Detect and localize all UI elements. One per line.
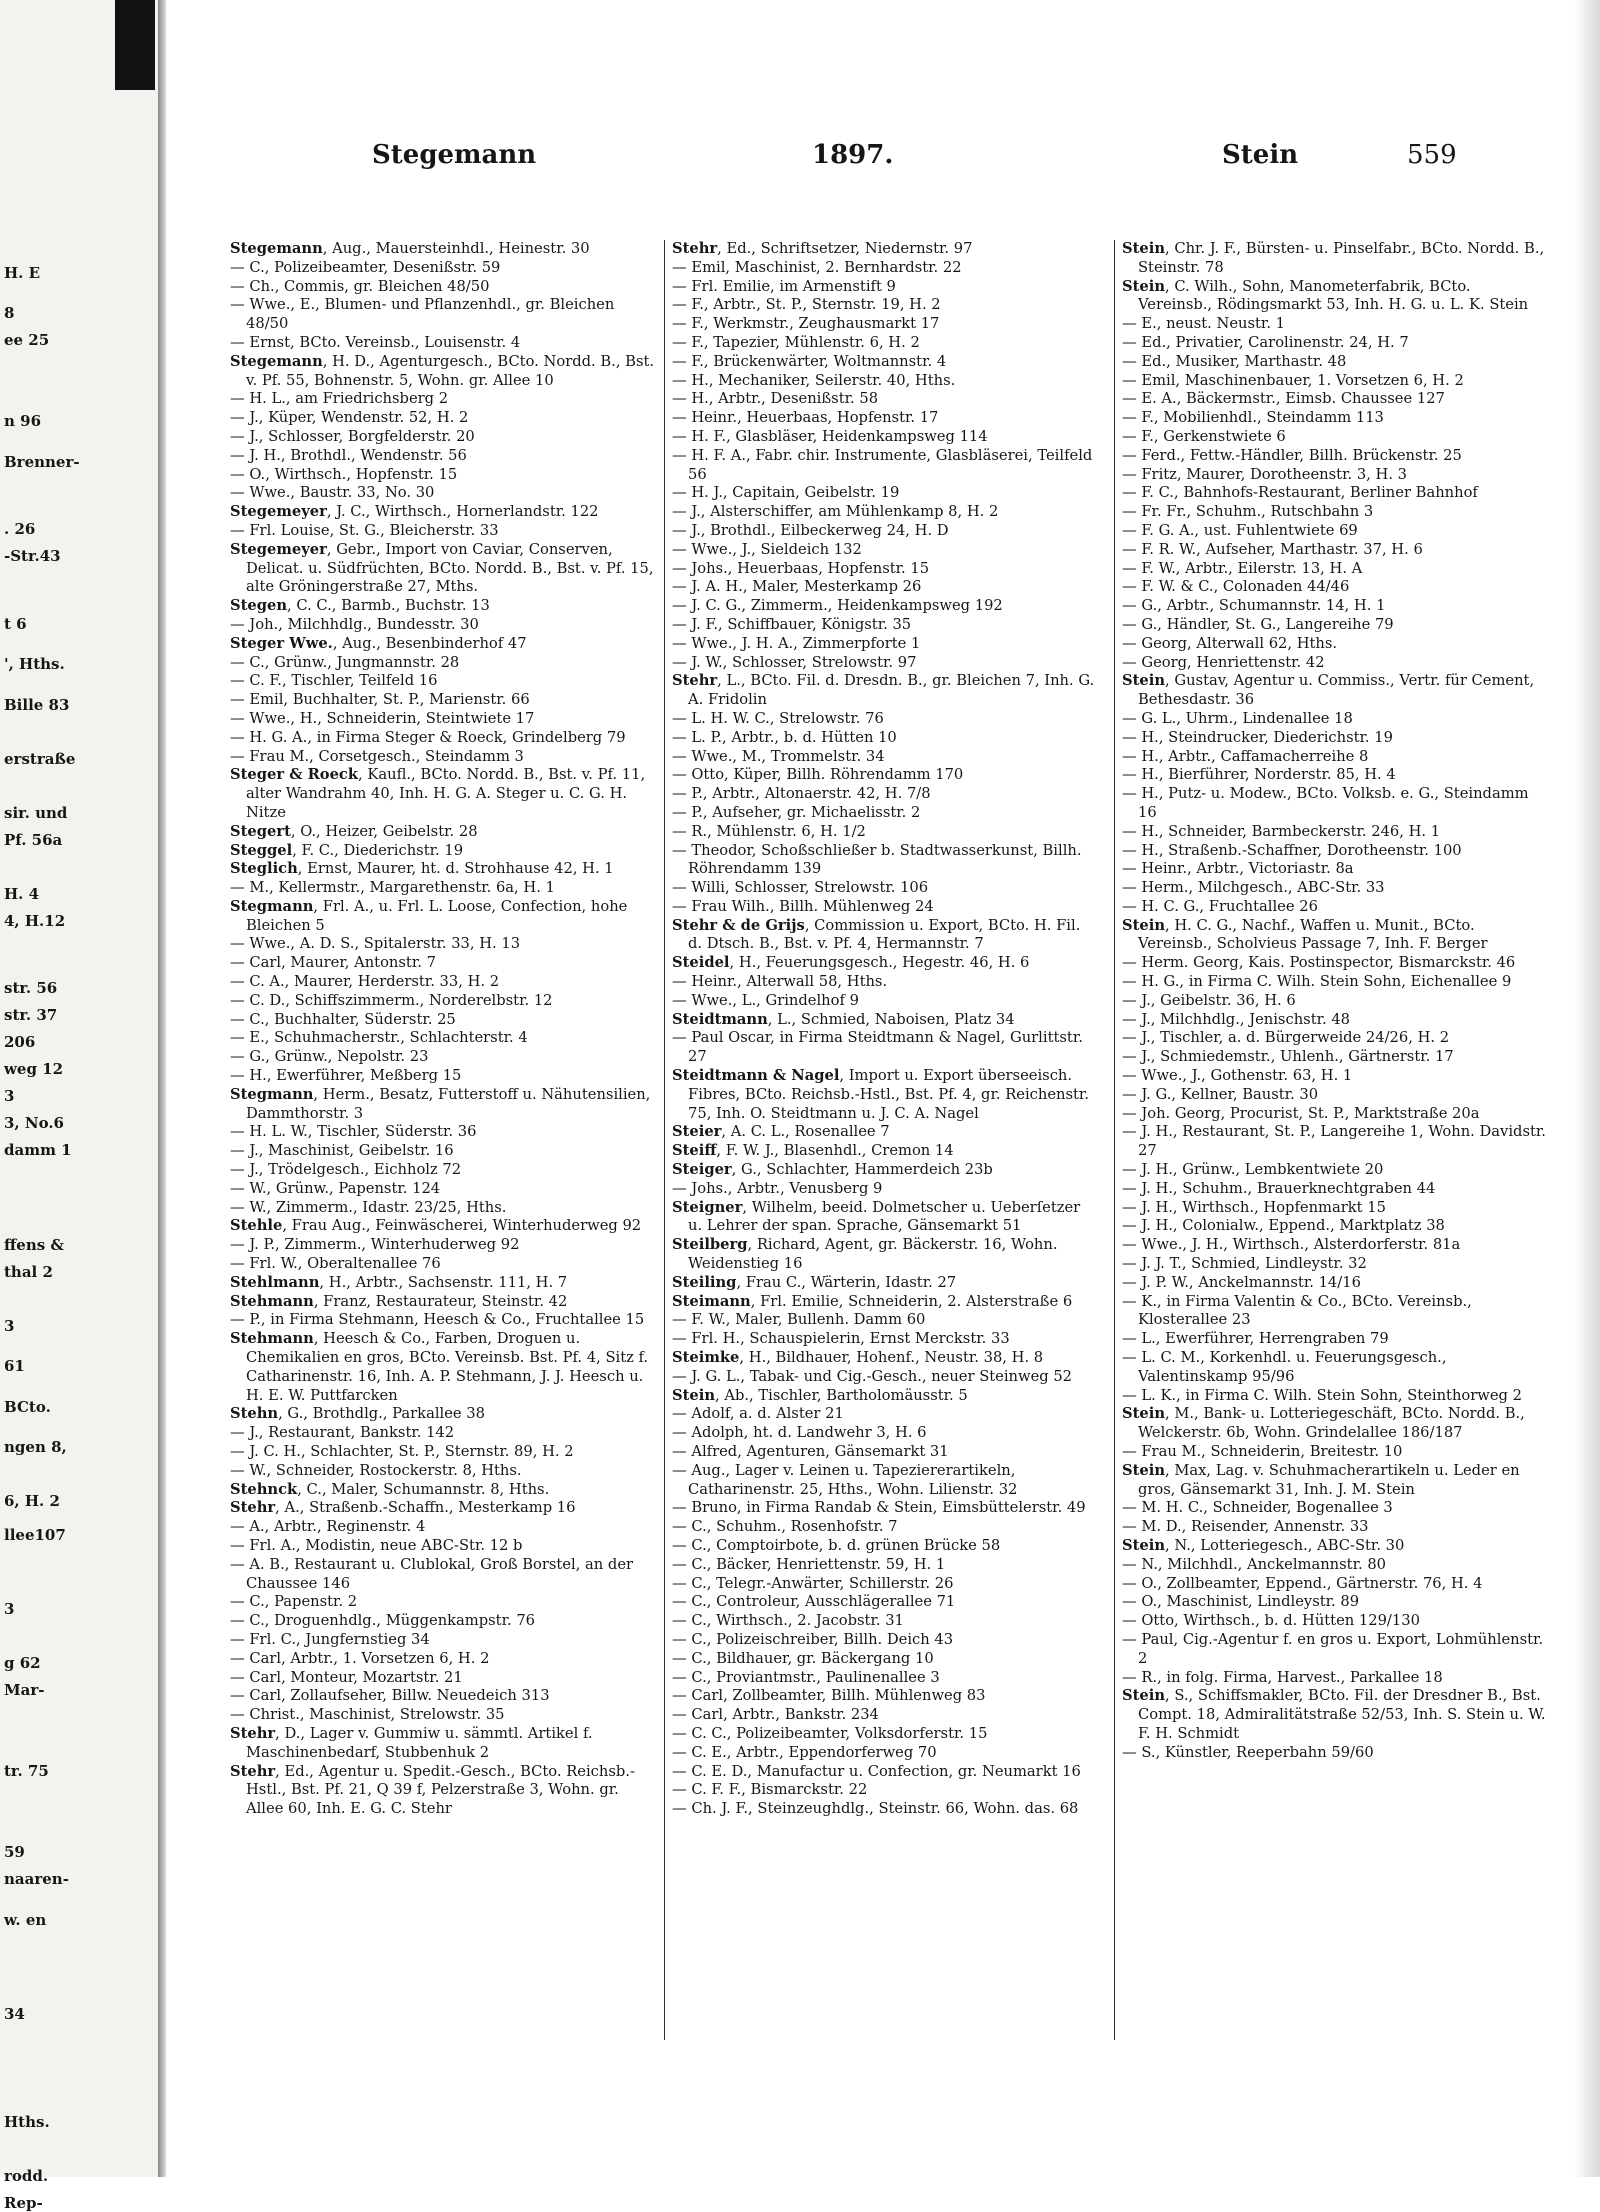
- directory-entry: — N., Milchhdl., Anckelmannstr. 80: [1122, 1555, 1387, 1573]
- directory-entry: — Ch. J. F., Steinzeughdlg., Steinstr. 66, Wohn. das. 68: [672, 1800, 1079, 1818]
- page-fragment: thal 2: [4, 1262, 53, 1281]
- header-year: 1897.: [812, 140, 894, 170]
- directory-entry: — Joh. Georg, Procurist, St. P., Marktstraße 20a: [1122, 1104, 1480, 1122]
- page-fragment: 8: [4, 304, 15, 322]
- directory-entry: — O., Maschinist, Lindleystr. 89: [1122, 1593, 1360, 1611]
- directory-entry: — Christ., Maschinist, Strelowstr. 35: [230, 1706, 505, 1724]
- directory-entry: — Johs., Arbtr., Venusberg 9: [672, 1179, 883, 1197]
- directory-entry: — G., Händler, St. G., Langereihe 79: [1122, 615, 1394, 633]
- page-fragment: sir. und: [4, 803, 68, 822]
- directory-entry: — H., Putz- u. Modew., BCto. Volksb. e. G., Steindamm 16: [1122, 785, 1529, 821]
- directory-entry: — F. W., Arbtr., Eilerstr. 13, H. A: [1122, 559, 1363, 577]
- directory-entry: Stehr, A., Straßenb.-Schaffn., Mesterkamp 16: [230, 1499, 576, 1517]
- directory-entry: — C. C., Polizeibeamter, Volksdorferstr. 15: [672, 1724, 988, 1742]
- page-fragment: damm 1: [4, 1141, 72, 1159]
- directory-entry: Stegmann, Herm., Besatz, Futterstoff u. Nähutensilien, Dammthorstr. 3: [230, 1085, 651, 1122]
- directory-entry: — C., Polizeischreiber, Billh. Deich 43: [672, 1630, 954, 1648]
- page-fragment: n 96: [4, 412, 42, 430]
- directory-entry: — C., Controleur, Ausschlägerallee 71: [672, 1593, 956, 1611]
- directory-entry: — H. F. A., Fabr. chir. Instrumente, Glasbläserei, Teilfeld 56: [672, 446, 1093, 483]
- directory-entry: Stein, C. Wilh., Sohn, Manometerfabrik, BCto. Vereinsb., Rödingsmarkt 53, Inh. H. G. u. L. K. Stein: [1122, 277, 1529, 314]
- header-left-word: Stegemann: [372, 140, 537, 170]
- page-fragment: Hths.: [4, 2113, 50, 2131]
- directory-entry: — O., Zollbeamter, Eppend., Gärtnerstr. 76, H. 4: [1122, 1574, 1483, 1592]
- directory-entry: — Wwe., J. H. A., Zimmerpforte 1: [672, 634, 921, 652]
- page-fragment: Brenner-: [4, 452, 80, 471]
- page-fragment: Pf. 56a: [4, 830, 63, 849]
- page-fragment: 3, No.6: [4, 1114, 64, 1132]
- directory-entry: — C., Bildhauer, gr. Bäckergang 10: [672, 1649, 934, 1667]
- page-fragment: 206: [4, 1033, 36, 1051]
- directory-entry: — C., Schuhm., Rosenhofstr. 7: [672, 1518, 898, 1536]
- directory-entry: — F., Mobilienhdl., Steindamm 113: [1122, 409, 1384, 427]
- directory-entry: Stein, H. C. G., Nachf., Waffen u. Munit., BCto. Vereinsb., Scholvieus Passage 7, Inh. F. Berger: [1122, 916, 1488, 953]
- directory-entry: — Frau M., Schneiderin, Breitestr. 10: [1122, 1443, 1403, 1460]
- directory-entry: — C., Comptoirbote, b. d. grünen Brücke 58: [672, 1536, 1001, 1554]
- directory-entry: — Wwe., A. D. S., Spitalerstr. 33, H. 13: [230, 935, 521, 953]
- directory-entry: — L. P., Arbtr., b. d. Hütten 10: [672, 728, 897, 746]
- directory-entry: — J., Geibelstr. 36, H. 6: [1122, 991, 1296, 1009]
- page-fragment: 3: [4, 1600, 15, 1618]
- column-1: [230, 240, 655, 2040]
- directory-entry: — J., Maschinist, Geibelstr. 16: [230, 1142, 454, 1160]
- directory-entry: — J., Schlosser, Borgfelderstr. 20: [230, 427, 475, 445]
- directory-entry: Stehr & de Grijs, Commission u. Export, BCto. H. Fil. d. Dtsch. B., Bst. v. Pf. 4, Hermannstr. 7: [672, 916, 1081, 953]
- directory-entry: — Herm., Milchgesch., ABC-Str. 33: [1122, 879, 1385, 897]
- page-fragment: erstraße: [4, 749, 76, 768]
- directory-entry: — F., Werkmstr., Zeughausmarkt 17: [672, 315, 940, 333]
- page-fragment: -Str.43: [4, 547, 61, 565]
- directory-entry: — Frau M., Corsetgesch., Steindamm 3: [230, 747, 524, 765]
- directory-entry: — Wwe., J. H., Wirthsch., Alsterdorferstr. 81a: [1122, 1236, 1461, 1254]
- directory-entry: — Ferd., Fettw.-Händler, Billh. Brückenstr. 25: [1122, 446, 1462, 464]
- directory-entry: Stehr, Ed., Agentur u. Spedit.-Gesch., BCto. Reichsb.-Hstl., Bst. Pf. 21, Q 39 f, Pelzerstraße 3, Wohn. gr. Allee 60, Inh. E. G. C. Stehr: [230, 1762, 635, 1818]
- directory-entry: — F., Gerkenstwiete 6: [1122, 427, 1286, 445]
- directory-entry: — C., Wirthsch., 2. Jacobstr. 31: [672, 1612, 904, 1630]
- directory-entry: — Frl. H., Schauspielerin, Ernst Merckstr. 33: [672, 1330, 1010, 1348]
- directory-entry: — Georg, Henriettenstr. 42: [1122, 653, 1325, 671]
- directory-entry: — J. C. H., Schlachter, St. P., Sternstr. 89, H. 2: [230, 1443, 574, 1460]
- page-fragment: ', Hths.: [4, 655, 65, 673]
- book-gutter: [158, 0, 166, 2177]
- directory-entry: — Frl. W., Oberaltenallee 76: [230, 1255, 441, 1273]
- directory-entry: — G., Arbtr., Schumannstr. 14, H. 1: [1122, 597, 1386, 615]
- directory-entry: Stein, M., Bank- u. Lotteriegeschäft, BCto. Nordd. B., Welckerstr. 6b, Wohn. Grindelallee 186/187: [1122, 1405, 1525, 1442]
- directory-entry: — J., Küper, Wendenstr. 52, H. 2: [230, 409, 469, 427]
- directory-entry: — P., Arbtr., Altonaerstr. 42, H. 7/8: [672, 785, 931, 803]
- directory-entry: — M. D., Reisender, Annenstr. 33: [1122, 1518, 1369, 1536]
- page-fragment: BCto.: [4, 1397, 51, 1416]
- directory-entry: — R., Mühlenstr. 6, H. 1/2: [672, 822, 866, 840]
- directory-entry: — H. F., Glasbläser, Heidenkampsweg 114: [672, 427, 988, 445]
- page-fragment: 6, H. 2: [4, 1492, 60, 1510]
- directory-entry: — H., Arbtr., Caffamacherreihe 8: [1122, 747, 1369, 765]
- directory-entry: — Willi, Schlosser, Strelowstr. 106: [672, 879, 929, 897]
- directory-entry: Steidel, H., Feuerungsgesch., Hegestr. 46, H. 6: [672, 954, 1030, 972]
- directory-entry: — G. L., Uhrm., Lindenallee 18: [1122, 709, 1353, 727]
- directory-entry: — E., Schuhmacherstr., Schlachterstr. 4: [230, 1029, 528, 1047]
- page-fragment: ngen 8,: [4, 1438, 67, 1456]
- directory-entry: — M. H. C., Schneider, Bogenallee 3: [1122, 1499, 1393, 1517]
- directory-entry: — Johs., Heuerbaas, Hopfenstr. 15: [672, 559, 930, 577]
- directory-entry: — J. H., Grünw., Lembkentwiete 20: [1122, 1161, 1384, 1179]
- directory-entry: Stehlmann, H., Arbtr., Sachsenstr. 111, H. 7: [230, 1273, 568, 1291]
- directory-entry: Steiling, Frau C., Wärterin, Idastr. 27: [672, 1273, 957, 1291]
- previous-page-edge: [0, 0, 160, 2212]
- directory-entry: — J. P., Zimmerm., Winterhuderweg 92: [230, 1236, 520, 1254]
- directory-entry: — Otto, Wirthsch., b. d. Hütten 129/130: [1122, 1612, 1420, 1630]
- directory-entry: — J., Trödelgesch., Eichholz 72: [230, 1161, 462, 1179]
- directory-entry: — J. G. L., Tabak- und Cig.-Gesch., neuer Steinweg 52: [672, 1367, 1073, 1385]
- page-number: 559: [1407, 140, 1457, 170]
- directory-entry: — Herm. Georg, Kais. Postinspector, Bismarckstr. 46: [1122, 954, 1516, 972]
- directory-entry: — H. G., in Firma C. Wilh. Stein Sohn, Eichenallee 9: [1122, 973, 1512, 991]
- directory-entry: — J., Alsterschiffer, am Mühlenkamp 8, H. 2: [672, 503, 999, 521]
- directory-entry: — Frl. A., Modistin, neue ABC-Str. 12 b: [230, 1536, 523, 1554]
- page-fragment: llee107: [4, 1525, 66, 1544]
- directory-entry: Steiff, F. W. J., Blasenhdl., Cremon 14: [672, 1142, 954, 1160]
- page-fragment: ffens &: [4, 1235, 64, 1254]
- directory-entry: — Emil, Maschinenbauer, 1. Vorsetzen 6, H. 2: [1122, 371, 1464, 389]
- header-right-word: Stein: [1222, 140, 1299, 170]
- directory-entry: — J. H., Colonialw., Eppend., Marktplatz 38: [1122, 1217, 1445, 1235]
- column-3: [1122, 240, 1547, 2040]
- directory-entry: — H., Arbtr., Desenißstr. 58: [672, 390, 879, 408]
- directory-entry: — A., Arbtr., Reginenstr. 4: [230, 1518, 426, 1536]
- page-fragment: 3: [4, 1316, 15, 1335]
- directory-entry: Stehr, D., Lager v. Gummiw u. sämmtl. Artikel f. Maschinenbedarf, Stubbenhuk 2: [230, 1724, 593, 1761]
- page-fragment: H. 4: [4, 884, 40, 903]
- directory-entry: — Aug., Lager v. Leinen u. Tapeziererartikeln, Catharinenstr. 25, Hths., Wohn. Lilienstr. 32: [672, 1461, 1018, 1498]
- directory-entry: — L. H. W. C., Strelowstr. 76: [672, 709, 884, 727]
- page-fragment: tr. 75: [4, 1762, 49, 1780]
- directory-entry: Stehr, L., BCto. Fil. d. Dresdn. B., gr. Bleichen 7, Inh. G. A. Fridolin: [672, 672, 1095, 709]
- directory-entry: Stegmann, Frl. A., u. Frl. L. Loose, Confection, hohe Bleichen 5: [230, 897, 628, 934]
- directory-entry: — Alfred, Agenturen, Gänsemarkt 31: [672, 1443, 949, 1460]
- directory-entry: — J. A. H., Maler, Mesterkamp 26: [672, 578, 922, 596]
- directory-entry: — H., Bierführer, Norderstr. 85, H. 4: [1122, 766, 1396, 784]
- page-fragment: Bille 83: [4, 695, 70, 714]
- directory-entry: — F. C., Bahnhofs-Restaurant, Berliner Bahnhof: [1122, 484, 1478, 502]
- directory-entry: — Fritz, Maurer, Dorotheenstr. 3, H. 3: [1122, 465, 1407, 483]
- directory-entry: — Otto, Küper, Billh. Röhrendamm 170: [672, 766, 964, 784]
- directory-entry: — J., Schmiedemstr., Uhlenh., Gärtnerstr. 17: [1122, 1048, 1454, 1066]
- directory-entry: Steimann, Frl. Emilie, Schneiderin, 2. Alsterstraße 6: [672, 1292, 1073, 1310]
- directory-entry: — C., Papenstr. 2: [230, 1593, 358, 1611]
- directory-entry: — L. K., in Firma C. Wilh. Stein Sohn, Steinthorweg 2: [1122, 1386, 1522, 1404]
- directory-entry: — Fr. Fr., Schuhm., Rutschbahn 3: [1122, 503, 1374, 521]
- directory-entry: — S., Künstler, Reeperbahn 59/60: [1122, 1743, 1374, 1761]
- directory-entry: — Carl, Monteur, Mozartstr. 21: [230, 1668, 463, 1686]
- directory-entry: — F. W. & C., Colonaden 44/46: [1122, 578, 1350, 596]
- directory-entry: — J. H., Schuhm., Brauerknechtgraben 44: [1122, 1179, 1436, 1197]
- directory-entry: — Carl, Zollbeamter, Billh. Mühlenweg 83: [672, 1687, 986, 1705]
- directory-entry: — Wwe., H., Schneiderin, Steintwiete 17: [230, 709, 535, 727]
- directory-entry: Stein, S., Schiffsmakler, BCto. Fil. der Dresdner B., Bst. Compt. 18, Admiralitätstraße 52/53, Inh. S. Stein u. W. F. H. Schmidt: [1122, 1687, 1546, 1742]
- page-fragment: 59: [4, 1843, 25, 1861]
- directory-entry: — Adolf, a. d. Alster 21: [672, 1405, 844, 1423]
- directory-entry: — Carl, Maurer, Antonstr. 7: [230, 954, 436, 972]
- page-fragment: Mar-: [4, 1681, 45, 1699]
- directory-entry: — C., Grünw., Jungmannstr. 28: [230, 653, 460, 671]
- directory-entry: — H., Straßenb.-Schaffner, Dorotheenstr. 100: [1122, 841, 1462, 859]
- directory-entry: — J. H., Restaurant, St. P., Langereihe 1, Wohn. Davidstr. 27: [1122, 1123, 1546, 1160]
- directory-entry: Stegemann, H. D., Agenturgesch., BCto. Nordd. B., Bst. v. Pf. 55, Bohnenstr. 5, Wohn. gr. Allee 10: [230, 352, 655, 389]
- directory-entry: — Heinr., Alterwall 58, Hths.: [672, 973, 888, 991]
- directory-entry: — H. J., Capitain, Geibelstr. 19: [672, 484, 900, 502]
- directory-entry: — J. H., Wirthsch., Hopfenmarkt 15: [1122, 1198, 1386, 1216]
- directory-entry: — Wwe., J., Sieldeich 132: [672, 540, 862, 558]
- directory-entry: — L., Ewerführer, Herrengraben 79: [1122, 1330, 1389, 1348]
- directory-entry: — W., Schneider, Rostockerstr. 8, Hths.: [230, 1461, 522, 1479]
- directory-entry: — C. A., Maurer, Herderstr. 33, H. 2: [230, 973, 500, 991]
- page-fragment: Rep-: [4, 2194, 43, 2212]
- directory-entry: Stegemann, Aug., Mauersteinhdl., Heinestr. 30: [230, 240, 590, 257]
- directory-entry: Steimke, H., Bildhauer, Hohenf., Neustr. 38, H. 8: [672, 1349, 1044, 1367]
- directory-entry: — Ed., Musiker, Marthastr. 48: [1122, 352, 1347, 370]
- directory-entry: Stein, Ab., Tischler, Bartholomäusstr. 5: [672, 1386, 968, 1404]
- directory-entry: Steidtmann, L., Schmied, Naboisen, Platz 34: [672, 1010, 1015, 1028]
- directory-entry: — H. L. W., Tischler, Süderstr. 36: [230, 1123, 477, 1141]
- directory-entry: — J. F., Schiffbauer, Königstr. 35: [672, 615, 912, 633]
- directory-entry: — C. D., Schiffszimmerm., Norderelbstr. 12: [230, 991, 553, 1009]
- directory-entry: Stegen, C. C., Barmb., Buchstr. 13: [230, 597, 490, 615]
- directory-entry: — C. E., Arbtr., Eppendorferweg 70: [672, 1743, 937, 1761]
- directory-entry: — H. C. G., Fruchtallee 26: [1122, 897, 1318, 915]
- directory-entry: — J. C. G., Zimmerm., Heidenkampsweg 192: [672, 597, 1003, 615]
- right-page-shadow: [1574, 0, 1600, 2177]
- directory-entry: — H., Mechaniker, Seilerstr. 40, Hths.: [672, 371, 956, 389]
- page-fragment: weg 12: [4, 1060, 64, 1078]
- directory-entry: — P., in Firma Stehmann, Heesch & Co., Fruchtallee 15: [230, 1311, 645, 1329]
- directory-entry: Steilberg, Richard, Agent, gr. Bäckerstr. 16, Wohn. Weidenstieg 16: [672, 1236, 1058, 1273]
- directory-entry: Steiger, G., Schlachter, Hammerdeich 23b: [672, 1161, 993, 1179]
- directory-entry: — Wwe., Baustr. 33, No. 30: [230, 484, 435, 502]
- directory-entry: — Wwe., L., Grindelhof 9: [672, 991, 859, 1009]
- directory-entry: — C., Droguenhdlg., Müggenkampstr. 76: [230, 1612, 536, 1630]
- directory-entry: — R., in folg. Firma, Harvest., Parkallee 18: [1122, 1668, 1443, 1686]
- directory-entry: — Frl. Emilie, im Armenstift 9: [672, 277, 896, 295]
- directory-entry: — C., Proviantmstr., Paulinenallee 3: [672, 1668, 940, 1686]
- directory-entry: — H. G. A., in Firma Steger & Roeck, Grindelberg 79: [230, 728, 626, 746]
- directory-entry: — J., Restaurant, Bankstr. 142: [230, 1424, 455, 1442]
- directory-entry: — P., Aufseher, gr. Michaelisstr. 2: [672, 803, 921, 821]
- directory-entry: Stehle, Frau Aug., Feinwäscherei, Winterhuderweg 92: [230, 1217, 642, 1235]
- directory-entry: Steger & Roeck, Kaufl., BCto. Nordd. B., Bst. v. Pf. 11, alter Wandrahm 40, Inh. H. G. A. Steger u. C. G. H. Nitze: [230, 766, 646, 821]
- directory-entry: Stegemeyer, J. C., Wirthsch., Hornerlandstr. 122: [230, 503, 599, 521]
- directory-entry: — E. A., Bäckermstr., Eimsb. Chaussee 127: [1122, 390, 1445, 408]
- directory-entry: — Wwe., J., Gothenstr. 63, H. 1: [1122, 1067, 1353, 1085]
- directory-entry: Steger Wwe., Aug., Besenbinderhof 47: [230, 634, 527, 652]
- page-fragment: . 26: [4, 520, 36, 538]
- directory-entry: — Carl, Arbtr., Bankstr. 234: [672, 1706, 879, 1724]
- page-fragment: 3: [4, 1087, 15, 1105]
- directory-entry: — Heinr., Arbtr., Victoriastr. 8a: [1122, 860, 1354, 878]
- directory-entry: — Carl, Zollaufseher, Billw. Neuedeich 313: [230, 1687, 550, 1705]
- running-header: [172, 140, 1572, 180]
- directory-entry: — Wwe., E., Blumen- und Pflanzenhdl., gr. Bleichen 48/50: [230, 296, 615, 333]
- directory-entry: — C., Bäcker, Henriettenstr. 59, H. 1: [672, 1555, 946, 1573]
- directory-entry: — F. R. W., Aufseher, Marthastr. 37, H. 6: [1122, 540, 1423, 558]
- directory-entry: — Ernst, BCto. Vereinsb., Louisenstr. 4: [230, 333, 521, 351]
- directory-entry: — F. G. A., ust. Fuhlentwiete 69: [1122, 521, 1358, 539]
- directory-entry: — Adolph, ht. d. Landwehr 3, H. 6: [672, 1424, 927, 1442]
- directory-entry: — C. F. F., Bismarckstr. 22: [672, 1781, 868, 1799]
- directory-entry: Stein, Chr. J. F., Bürsten- u. Pinselfabr., BCto. Nordd. B., Steinstr. 78: [1122, 240, 1545, 276]
- page-fragment: 34: [4, 2005, 25, 2023]
- directory-entry: — K., in Firma Valentin & Co., BCto. Vereinsb., Klosterallee 23: [1122, 1292, 1472, 1329]
- directory-entry: — C. F., Tischler, Teilfeld 16: [230, 672, 438, 690]
- directory-entry: — Paul, Cig.-Agentur f. en gros u. Export, Lohmühlenstr. 2: [1122, 1630, 1544, 1667]
- directory-entry: — C., Polizeibeamter, Desenißstr. 59: [230, 258, 501, 276]
- directory-entry: — C., Buchhalter, Süderstr. 25: [230, 1010, 456, 1028]
- directory-entry: — M., Kellermstr., Margarethenstr. 6a, H. 1: [230, 879, 555, 897]
- directory-entry: Stehn, G., Brothdlg., Parkallee 38: [230, 1405, 485, 1423]
- directory-entry: Steidtmann & Nagel, Import u. Export überseeisch. Fibres, BCto. Reichsb.-Hstl., Bst. Pf. 4, gr. Reichenstr. 75, Inh. O. Steidtmann u. J. C. A. Nagel: [672, 1067, 1089, 1122]
- directory-entry: — W., Zimmerm., Idastr. 23/25, Hths.: [230, 1198, 507, 1216]
- page-fragment: g 62: [4, 1654, 41, 1672]
- directory-entry: Steier, A. C. L., Rosenallee 7: [672, 1123, 890, 1141]
- directory-entry: Stehnck, C., Maler, Schumannstr. 8, Hths.: [230, 1480, 550, 1498]
- page-fragment: 4, H.12: [4, 911, 66, 930]
- page-fragment: 61: [4, 1357, 25, 1375]
- directory-entry: — J., Milchhdlg., Jenischstr. 48: [1122, 1010, 1351, 1028]
- directory-entry: — J., Brothdl., Eilbeckerweg 24, H. D: [672, 521, 949, 539]
- directory-entry: — J. J. T., Schmied, Lindleystr. 32: [1122, 1255, 1367, 1273]
- directory-entry: Steigner, Wilhelm, beeid. Dolmetscher u. Ueberſetzer u. Lehrer der span. Sprache, Gänsemarkt 51: [672, 1198, 1081, 1235]
- page-fragment: ee 25: [4, 331, 50, 349]
- directory-entry: — J., Tischler, a. d. Bürgerweide 24/26, H. 2: [1122, 1029, 1450, 1047]
- directory-entry: — J. P. W., Anckelmannstr. 14/16: [1122, 1273, 1361, 1291]
- column-2: [672, 240, 1097, 2040]
- page-fragment: H. E: [4, 263, 41, 282]
- directory-entry: — Ch., Commis, gr. Bleichen 48/50: [230, 277, 490, 295]
- directory-entry: — Theodor, Schoßschließer b. Stadtwasserkunst, Billh. Röhrendamm 139: [672, 841, 1082, 878]
- directory-entry: — Bruno, in Firma Randab & Stein, Eimsbüttelerstr. 49: [672, 1499, 1086, 1517]
- directory-entry: — J. G., Kellner, Baustr. 30: [1122, 1085, 1319, 1103]
- directory-entry: — C. E. D., Manufactur u. Confection, gr. Neumarkt 16: [672, 1762, 1081, 1780]
- directory-entry: Stegemeyer, Gebr., Import von Caviar, Conserven, Delicat. u. Südfrüchten, BCto. Nordd. B., Bst. v. Pf. 15, alte Gröningerstraße 27, Mths.: [230, 540, 654, 596]
- directory-entry: — Frl. Louise, St. G., Bleicherstr. 33: [230, 521, 499, 539]
- directory-entry: — F., Arbtr., St. P., Sternstr. 19, H. 2: [672, 296, 941, 314]
- directory-entry: — F., Tapezier, Mühlenstr. 6, H. 2: [672, 333, 920, 351]
- directory-entry: — Wwe., M., Trommelstr. 34: [672, 747, 885, 765]
- directory-entry: — F. W., Maler, Bullenh. Damm 60: [672, 1311, 926, 1329]
- directory-page: [172, 140, 1572, 2100]
- directory-entry: Steglich, Ernst, Maurer, ht. d. Strohhause 42, H. 1: [230, 860, 614, 878]
- directory-entry: Stegert, O., Heizer, Geibelstr. 28: [230, 822, 478, 840]
- directory-entry: — C., Telegr.-Anwärter, Schillerstr. 26: [672, 1574, 954, 1592]
- directory-entry: — Frau Wilh., Billh. Mühlenweg 24: [672, 897, 934, 915]
- directory-entry: — H. L., am Friedrichsberg 2: [230, 390, 449, 408]
- directory-entry: Stein, Gustav, Agentur u. Commiss., Vertr. für Cement, Bethesdastr. 36: [1122, 672, 1535, 709]
- directory-entry: — Joh., Milchhdlg., Bundesstr. 30: [230, 615, 479, 633]
- directory-entry: — Emil, Maschinist, 2. Bernhardstr. 22: [672, 258, 962, 276]
- directory-entry: Stehmann, Franz, Restaurateur, Steinstr. 42: [230, 1292, 568, 1310]
- directory-entry: — W., Grünw., Papenstr. 124: [230, 1179, 441, 1197]
- page-fragment: naaren-: [4, 1870, 69, 1888]
- directory-entry: — O., Wirthsch., Hopfenstr. 15: [230, 465, 458, 483]
- directory-entry: — Carl, Arbtr., 1. Vorsetzen 6, H. 2: [230, 1649, 490, 1667]
- directory-entry: — Paul Oscar, in Firma Steidtmann & Nagel, Gurlittstr. 27: [672, 1029, 1083, 1066]
- page-fragment: str. 56: [4, 979, 58, 997]
- directory-entry: — J. W., Schlosser, Strelowstr. 97: [672, 653, 917, 671]
- page-fragment: str. 37: [4, 1006, 58, 1024]
- page-fragment: t 6: [4, 614, 27, 633]
- directory-entry: — Ed., Privatier, Carolinenstr. 24, H. 7: [1122, 333, 1409, 351]
- directory-entry: — Heinr., Heuerbaas, Hopfenstr. 17: [672, 409, 939, 427]
- directory-entry: Stein, Max, Lag. v. Schuhmacherartikeln u. Leder en gros, Gänsemarkt 31, Inh. J. M. Stein: [1122, 1461, 1520, 1498]
- directory-entry: — L. C. M., Korkenhdl. u. Feuerungsgesch., Valentinskamp 95/96: [1122, 1349, 1447, 1385]
- page-fragment: rodd.: [4, 2167, 49, 2185]
- directory-entry: Stein, N., Lotteriegesch., ABC-Str. 30: [1122, 1536, 1405, 1554]
- directory-entry: Stehmann, Heesch & Co., Farben, Droguen u. Chemikalien en gros, BCto. Vereinsb. Bst. Pf. 4, Sitz f. Catharinenstr. 16, Inh. A. P. Stehmann, J. J. Heesch u. H. E. W. Puttfarcken: [230, 1330, 649, 1404]
- directory-entry: Stehr, Ed., Schriftsetzer, Niedernstr. 97: [672, 240, 973, 257]
- directory-entry: Steggel, F. C., Diederichstr. 19: [230, 841, 464, 859]
- directory-entry: — H., Ewerführer, Meßberg 15: [230, 1067, 462, 1085]
- directory-entry: — Frl. C., Jungfernstieg 34: [230, 1630, 430, 1648]
- directory-entry: — J. H., Brothdl., Wendenstr. 56: [230, 446, 467, 464]
- directory-entry: — H., Steindrucker, Diederichstr. 19: [1122, 728, 1393, 746]
- directory-entry: — H., Schneider, Barmbeckerstr. 246, H. 1: [1122, 822, 1441, 840]
- directory-entry: — A. B., Restaurant u. Clublokal, Groß Borstel, an der Chaussee 146: [230, 1555, 634, 1592]
- page-fragment: w. en: [4, 1910, 47, 1929]
- directory-entry: — F., Brückenwärter, Woltmannstr. 4: [672, 352, 947, 370]
- directory-entry: — E., neust. Neustr. 1: [1122, 315, 1286, 333]
- directory-entry: — G., Grünw., Nepolstr. 23: [230, 1048, 429, 1066]
- directory-entry: — Emil, Buchhalter, St. P., Marienstr. 66: [230, 691, 530, 709]
- columns: [172, 240, 1572, 2040]
- directory-entry: — Georg, Alterwall 62, Hths.: [1122, 634, 1338, 652]
